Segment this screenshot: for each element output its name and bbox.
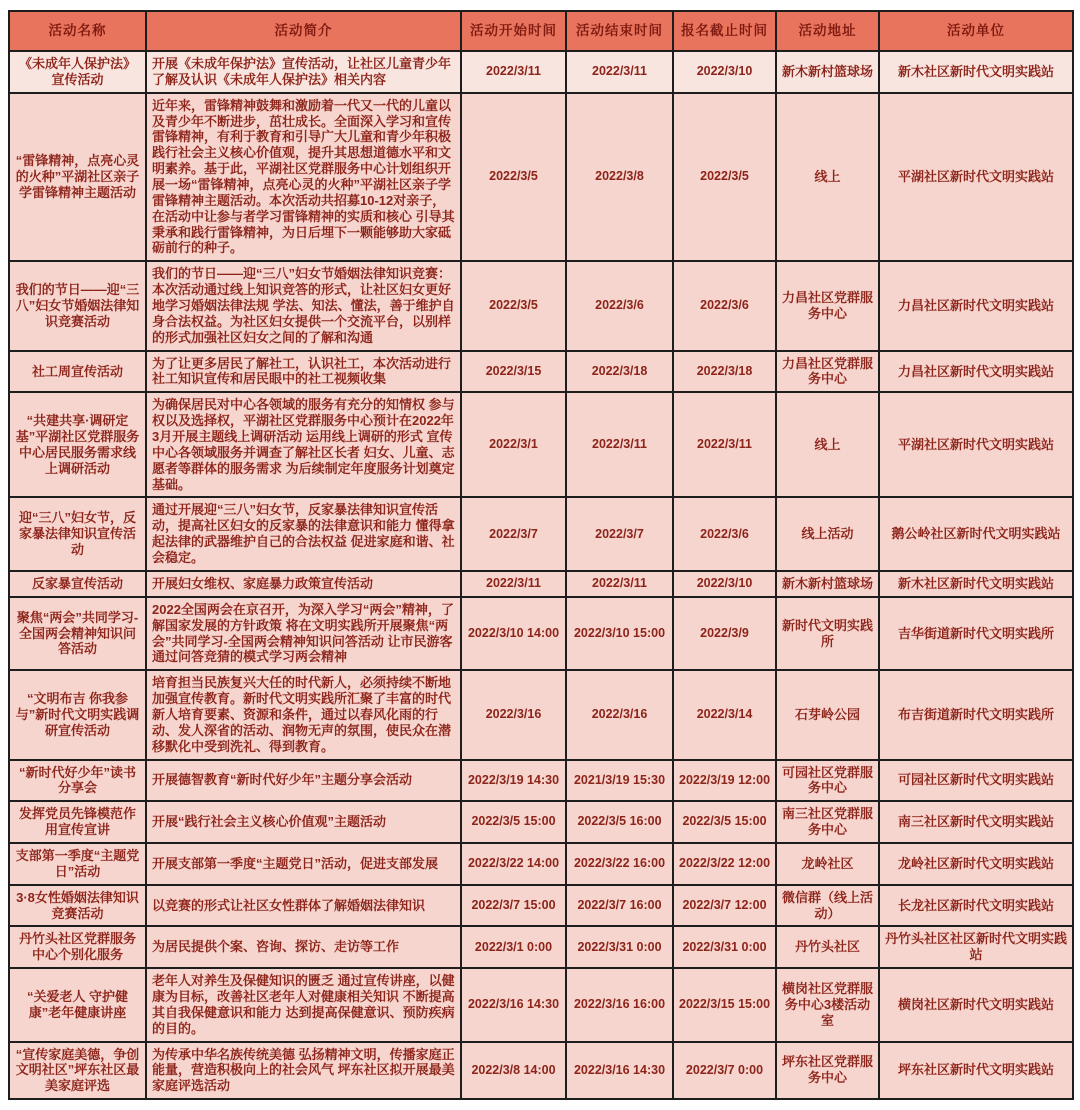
signup-deadline-cell: 2022/3/10 (673, 51, 776, 93)
end-time-cell: 2021/3/19 15:30 (566, 760, 673, 802)
activity-desc-cell: 为确保居民对中心各领域的服务有充分的知情权 参与权以及选择权，平湖社区党群服务中心预计在2022年3月开展主题线上调研活动 运用线上调研的形式 宣传中心各领域服务并调查了解社区长者 妇女、儿童、志愿者等群体的服务需求 为后续制定年度服务计划奠定基础。 (146, 392, 461, 497)
activity-name-cell: 3·8女性婚姻法律知识竞赛活动 (9, 885, 146, 927)
activity-location-cell: 石芽岭公园 (776, 670, 879, 759)
table-body (9, 51, 1073, 1099)
signup-deadline-cell: 2022/3/14 (673, 670, 776, 759)
activity-desc-cell: 我们的节日——迎“三八”妇女节婚姻法律知识竞赛：本次活动通过线上知识竞答的形式，让社区妇女更好地学习婚姻法律法规 学法、知法、懂法，善于维护自身合法权益。为社区妇女提供一个交流平台，以别样的形式加强社区妇女之间的了解和沟通 (146, 261, 461, 350)
activity-name-cell: “新时代好少年”读书分享会 (9, 760, 146, 802)
end-time-cell: 2022/3/7 16:00 (566, 885, 673, 927)
signup-deadline-cell: 2022/3/15 15:00 (673, 968, 776, 1041)
activity-location-cell: 南三社区党群服务中心 (776, 801, 879, 843)
activity-location-cell: 线上 (776, 392, 879, 497)
header-end-time: 活动结束时间 (566, 11, 673, 51)
activity-location-cell: 龙岭社区 (776, 843, 879, 885)
activity-name-cell: “宣传家庭美德，争创文明社区”坪东社区最美家庭评选 (9, 1042, 146, 1100)
activity-location-cell: 新时代文明实践所 (776, 597, 879, 670)
table-row (9, 392, 1073, 497)
activity-name-cell: 社工周宣传活动 (9, 351, 146, 393)
end-time-cell: 2022/3/11 (566, 51, 673, 93)
table-row (9, 571, 1073, 597)
start-time-cell: 2022/3/7 (461, 497, 566, 570)
signup-deadline-cell: 2022/3/11 (673, 392, 776, 497)
activity-desc-cell: 2022全国两会在京召开，为深入学习“两会”精神，了解国家发展的方针政策 将在文明实践所开展聚焦“两会”共同学习-全国两会精神知识问答活动 让市民游客通过问答竞猜的模式学习两会精神 (146, 597, 461, 670)
activity-desc-cell: 近年来，雷锋精神鼓舞和激励着一代又一代的儿童以及青少年不断进步，茁壮成长。全面深入学习和宣传雷锋精神，有利于教育和引导广大儿童和青少年积极践行社会主义核心价值观，提升其思想道德水平和文明素养。基于此，平湖社区党群服务中心计划组织开展一场“雷锋精神，点亮心灵的火种”平湖社区亲子学雷锋精神主题活动。本次活动共招募10-12对亲子，在活动中让参与者学习雷锋精神的实质和核心 引导其秉承和践行雷锋精神，为日后埋下一颗能够助大家砥砺前行的种子。 (146, 93, 461, 262)
activity-desc-cell: 开展支部第一季度“主题党日”活动，促进支部发展 (146, 843, 461, 885)
signup-deadline-cell: 2022/3/7 12:00 (673, 885, 776, 927)
activity-location-cell: 微信群（线上活动） (776, 885, 879, 927)
table-row (9, 760, 1073, 802)
activity-unit-cell: 新木社区新时代文明实践站 (879, 51, 1073, 93)
start-time-cell: 2022/3/22 14:00 (461, 843, 566, 885)
activity-unit-cell: 吉华街道新时代文明实践所 (879, 597, 1073, 670)
activity-unit-cell: 长龙社区新时代文明实践站 (879, 885, 1073, 927)
signup-deadline-cell: 2022/3/6 (673, 497, 776, 570)
start-time-cell: 2022/3/1 (461, 392, 566, 497)
activity-unit-cell: 力昌社区新时代文明实践站 (879, 261, 1073, 350)
activity-location-cell: 横岗社区党群服务中心3楼活动室 (776, 968, 879, 1041)
start-time-cell: 2022/3/1 0:00 (461, 926, 566, 968)
start-time-cell: 2022/3/10 14:00 (461, 597, 566, 670)
activity-name-cell: 支部第一季度“主题党日”活动 (9, 843, 146, 885)
end-time-cell: 2022/3/10 15:00 (566, 597, 673, 670)
table-row (9, 93, 1073, 262)
activity-name-cell: “文明布吉 你我参与”新时代文明实践调研宣传活动 (9, 670, 146, 759)
activity-desc-cell: 以竞赛的形式让社区女性群体了解婚姻法律知识 (146, 885, 461, 927)
activity-unit-cell: 新木社区新时代文明实践站 (879, 571, 1073, 597)
signup-deadline-cell: 2022/3/31 0:00 (673, 926, 776, 968)
table-row (9, 1042, 1073, 1100)
activity-location-cell: 线上活动 (776, 497, 879, 570)
header-signup-deadline: 报名截止时间 (673, 11, 776, 51)
activity-location-cell: 新木新村篮球场 (776, 51, 879, 93)
start-time-cell: 2022/3/5 (461, 93, 566, 262)
activity-name-cell: 我们的节日——迎“三八”妇女节婚姻法律知识竞赛活动 (9, 261, 146, 350)
table-row (9, 843, 1073, 885)
end-time-cell: 2022/3/16 14:30 (566, 1042, 673, 1100)
header-row (9, 11, 1073, 51)
activity-name-cell: 丹竹头社区党群服务中心个别化服务 (9, 926, 146, 968)
header-activity-unit: 活动单位 (879, 11, 1073, 51)
end-time-cell: 2022/3/11 (566, 392, 673, 497)
header-activity-name: 活动名称 (9, 11, 146, 51)
end-time-cell: 2022/3/11 (566, 571, 673, 597)
header-start-time: 活动开始时间 (461, 11, 566, 51)
signup-deadline-cell: 2022/3/22 12:00 (673, 843, 776, 885)
activity-desc-cell: 培育担当民族复兴大任的时代新人，必须持续不断地加强宣传教育。新时代文明实践所汇聚了丰富的时代新人培育要素、资源和条件，通过以春风化雨的行动、发人深省的活动、润物无声的氛围，使民众在潜移默化中受到洗礼、得到教育。 (146, 670, 461, 759)
activity-location-cell: 新木新村篮球场 (776, 571, 879, 597)
signup-deadline-cell: 2022/3/10 (673, 571, 776, 597)
activity-unit-cell: 布吉街道新时代文明实践所 (879, 670, 1073, 759)
end-time-cell: 2022/3/16 16:00 (566, 968, 673, 1041)
activity-name-cell: 反家暴宣传活动 (9, 571, 146, 597)
activity-location-cell: 力昌社区党群服务中心 (776, 261, 879, 350)
start-time-cell: 2022/3/7 15:00 (461, 885, 566, 927)
start-time-cell: 2022/3/19 14:30 (461, 760, 566, 802)
signup-deadline-cell: 2022/3/19 12:00 (673, 760, 776, 802)
table-row (9, 926, 1073, 968)
activity-unit-cell: 横岗社区新时代文明实践站 (879, 968, 1073, 1041)
start-time-cell: 2022/3/11 (461, 571, 566, 597)
activity-location-cell: 丹竹头社区 (776, 926, 879, 968)
activity-unit-cell: 力昌社区新时代文明实践站 (879, 351, 1073, 393)
end-time-cell: 2022/3/22 16:00 (566, 843, 673, 885)
start-time-cell: 2022/3/8 14:00 (461, 1042, 566, 1100)
end-time-cell: 2022/3/8 (566, 93, 673, 262)
activity-unit-cell: 南三社区新时代文明实践站 (879, 801, 1073, 843)
start-time-cell: 2022/3/11 (461, 51, 566, 93)
end-time-cell: 2022/3/18 (566, 351, 673, 393)
start-time-cell: 2022/3/16 (461, 670, 566, 759)
end-time-cell: 2022/3/16 (566, 670, 673, 759)
activity-unit-cell: 平湖社区新时代文明实践站 (879, 392, 1073, 497)
activity-desc-cell: 开展妇女维权、家庭暴力政策宣传活动 (146, 571, 461, 597)
activity-name-cell: 发挥党员先锋模范作用宣传宣讲 (9, 801, 146, 843)
activity-table (8, 10, 1074, 1100)
activity-desc-cell: 为居民提供个案、咨询、探访、走访等工作 (146, 926, 461, 968)
activity-desc-cell: 开展《未成年保护法》宣传活动，让社区儿童青少年了解及认识《未成年人保护法》相关内容 (146, 51, 461, 93)
signup-deadline-cell: 2022/3/18 (673, 351, 776, 393)
table-row (9, 597, 1073, 670)
table-row (9, 351, 1073, 393)
activity-unit-cell: 丹竹头社区社区新时代文明实践站 (879, 926, 1073, 968)
start-time-cell: 2022/3/5 15:00 (461, 801, 566, 843)
activity-unit-cell: 鹅公岭社区新时代文明实践站 (879, 497, 1073, 570)
table-row (9, 261, 1073, 350)
activity-unit-cell: 可园社区新时代文明实践站 (879, 760, 1073, 802)
signup-deadline-cell: 2022/3/7 0:00 (673, 1042, 776, 1100)
signup-deadline-cell: 2022/3/9 (673, 597, 776, 670)
activity-unit-cell: 龙岭社区新时代文明实践站 (879, 843, 1073, 885)
activity-desc-cell: 为了让更多居民了解社工，认识社工，本次活动进行社工知识宣传和居民眼中的社工视频收集 (146, 351, 461, 393)
activity-desc-cell: 开展德智教育“新时代好少年”主题分享会活动 (146, 760, 461, 802)
table-row (9, 670, 1073, 759)
header-activity-desc: 活动简介 (146, 11, 461, 51)
activity-location-cell: 坪东社区党群服务中心 (776, 1042, 879, 1100)
start-time-cell: 2022/3/5 (461, 261, 566, 350)
start-time-cell: 2022/3/16 14:30 (461, 968, 566, 1041)
table-row (9, 51, 1073, 93)
activity-unit-cell: 平湖社区新时代文明实践站 (879, 93, 1073, 262)
activity-location-cell: 可园社区党群服务中心 (776, 760, 879, 802)
activity-name-cell: “雷锋精神，点亮心灵的火种”平湖社区亲子学雷锋精神主题活动 (9, 93, 146, 262)
activity-unit-cell: 坪东社区新时代文明实践站 (879, 1042, 1073, 1100)
activity-name-cell: 迎“三八”妇女节，反家暴法律知识宣传活动 (9, 497, 146, 570)
table-header (9, 11, 1073, 51)
activity-desc-cell: 为传承中华名族传统美德 弘扬精神文明，传播家庭正能量，营造积极向上的社会风气 坪东社区拟开展最美家庭评选活动 (146, 1042, 461, 1100)
activity-name-cell: 聚焦“两会”共同学习-全国两会精神知识问答活动 (9, 597, 146, 670)
end-time-cell: 2022/3/31 0:00 (566, 926, 673, 968)
activity-location-cell: 线上 (776, 93, 879, 262)
activity-desc-cell: 开展“践行社会主义核心价值观”主题活动 (146, 801, 461, 843)
table-row (9, 968, 1073, 1041)
activity-desc-cell: 通过开展迎“三八”妇女节，反家暴法律知识宣传活动，提高社区妇女的反家暴的法律意识和能力 懂得拿起法律的武器维护自己的合法权益 促进家庭和谐、社会稳定。 (146, 497, 461, 570)
activity-name-cell: “关爱老人 守护健康”老年健康讲座 (9, 968, 146, 1041)
activity-name-cell: “共建共享·调研定基”平湖社区党群服务中心居民服务需求线上调研活动 (9, 392, 146, 497)
end-time-cell: 2022/3/5 16:00 (566, 801, 673, 843)
signup-deadline-cell: 2022/3/5 (673, 93, 776, 262)
table-row (9, 801, 1073, 843)
header-activity-location: 活动地址 (776, 11, 879, 51)
end-time-cell: 2022/3/7 (566, 497, 673, 570)
table-row (9, 885, 1073, 927)
activity-desc-cell: 老年人对养生及保健知识的匮乏 通过宣传讲座，以健康为目标，改善社区老年人对健康相关知识 不断提高其自我保健意识和能力 达到提高保健意识、预防疾病的目的。 (146, 968, 461, 1041)
activity-name-cell: 《未成年人保护法》宣传活动 (9, 51, 146, 93)
table-row (9, 497, 1073, 570)
signup-deadline-cell: 2022/3/6 (673, 261, 776, 350)
start-time-cell: 2022/3/15 (461, 351, 566, 393)
end-time-cell: 2022/3/6 (566, 261, 673, 350)
activity-location-cell: 力昌社区党群服务中心 (776, 351, 879, 393)
signup-deadline-cell: 2022/3/5 15:00 (673, 801, 776, 843)
